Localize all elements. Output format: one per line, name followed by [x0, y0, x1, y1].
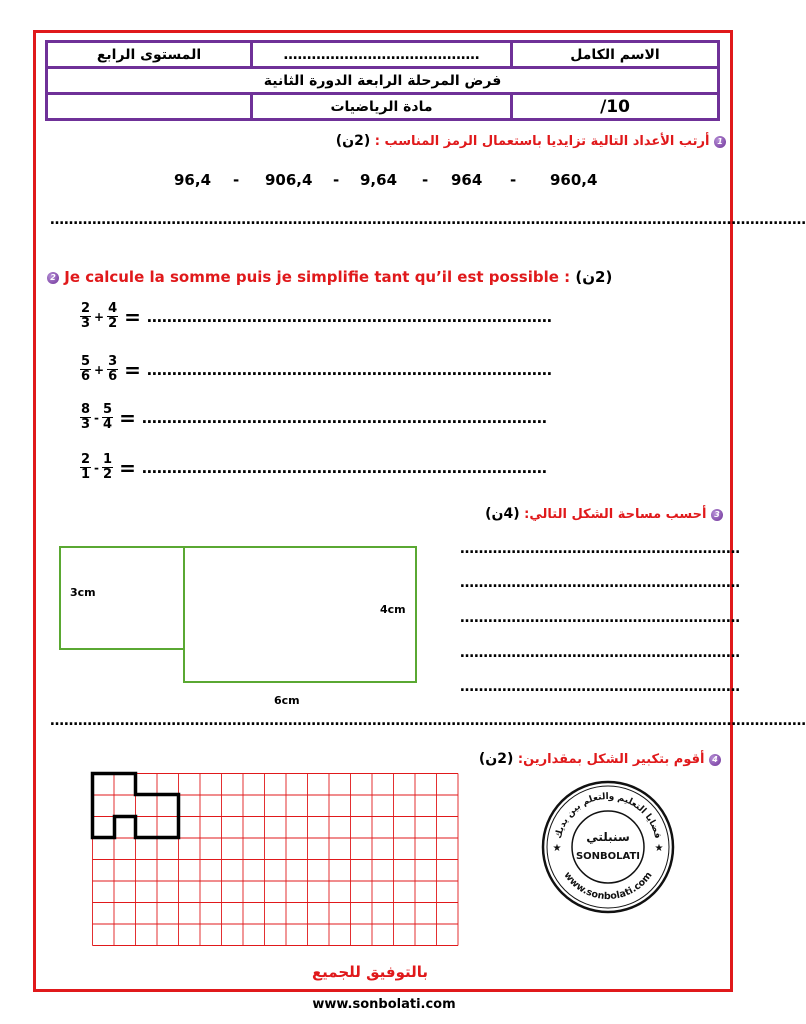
- q1-points: (2ن): [335, 133, 371, 149]
- name-label: الاسم الكامل: [570, 46, 660, 63]
- subject-cell: [252, 94, 512, 120]
- fraction-row: [80, 453, 612, 493]
- equals-sign: =: [124, 357, 141, 382]
- answer-line[interactable]: ………………………………………………………………………………………………………………………………………………: [50, 212, 806, 228]
- name-label-cell: [512, 42, 719, 68]
- operator: +: [94, 362, 105, 377]
- number-item: 960,4: [550, 171, 598, 189]
- answer-line[interactable]: ……………………………………………………: [460, 575, 740, 591]
- fraction-a: $\frac{2}{3}$: [81, 301, 91, 331]
- dimension-label-6cm: 6cm: [274, 694, 300, 707]
- number-item: 964: [451, 171, 483, 189]
- separator: -: [422, 171, 429, 189]
- answer-line[interactable]: ……………………………………………………: [460, 645, 740, 661]
- subject-label: مادة الرياضيات: [330, 98, 433, 115]
- equals-sign: =: [124, 304, 141, 329]
- q4-title: [479, 751, 721, 767]
- header-table: [45, 40, 720, 121]
- score-cell[interactable]: [512, 94, 719, 120]
- svg-text:سنبلتي: سنبلتي: [586, 830, 630, 844]
- separator: -: [333, 171, 340, 189]
- name-dots: ……………………………………: [283, 46, 480, 63]
- answer-dots[interactable]: ………………………………………………………………………: [146, 360, 552, 379]
- svg-text:★: ★: [552, 843, 562, 854]
- drawing-grid[interactable]: [90, 771, 456, 963]
- fraction-row: [80, 355, 622, 395]
- q1-text: أرتب الأعداد التالية تزايديا باستعمال الرمز المناسب :: [374, 134, 710, 149]
- score-label: /10: [600, 96, 630, 117]
- q1-numbers: [0, 171, 768, 191]
- footer-url[interactable]: www.sonbolati.com: [312, 997, 456, 1012]
- svg-text:www.sonbolati.com: www.sonbolati.com: [561, 869, 655, 903]
- answer-dots[interactable]: ………………………………………………………………………: [141, 408, 547, 427]
- name-blank-cell[interactable]: [252, 42, 512, 68]
- fraction-b: $\frac{1}{2}$: [103, 452, 113, 482]
- operator: -: [94, 410, 100, 425]
- empty-cell: [47, 94, 252, 120]
- q3-text: أحسب مساحة الشكل التالي:: [524, 507, 707, 522]
- svg-text:★: ★: [654, 843, 664, 854]
- fraction-row: [80, 403, 602, 443]
- q1-bullet-icon: 1: [714, 136, 726, 148]
- q4-bullet-icon: 4: [709, 754, 721, 766]
- dimension-label-4cm: 4cm: [380, 603, 406, 616]
- answer-dots[interactable]: ………………………………………………………………………: [146, 307, 552, 326]
- q3-title: [485, 506, 723, 522]
- q4-text: أقوم بتكبير الشكل بمقدارين:: [517, 752, 705, 767]
- svg-text:قضايا التعليم والتعلم بين يديك: قضايا التعليم والتعلم بين يديك: [553, 791, 663, 840]
- operator: +: [94, 309, 105, 324]
- answer-line[interactable]: ………………………………………………………………………………………………………………………………………………: [50, 713, 806, 729]
- svg-text:SONBOLATI: SONBOLATI: [575, 851, 641, 862]
- q1-title: [336, 133, 726, 149]
- area-figure: [50, 540, 430, 710]
- q3-bullet-icon: 3: [711, 509, 723, 521]
- equals-sign: =: [119, 455, 136, 480]
- test-title: فرض المرحلة الرابعة الدورة الثانية: [263, 72, 502, 89]
- answer-line[interactable]: ……………………………………………………: [460, 610, 740, 626]
- fraction-b: $\frac{5}{4}$: [103, 402, 113, 432]
- q3-points: (4ن): [485, 506, 520, 522]
- q2-bullet-icon: 2: [47, 272, 59, 284]
- answer-line[interactable]: ……………………………………………………: [460, 679, 740, 695]
- dimension-label-3cm: 3cm: [70, 586, 96, 599]
- level-cell: [47, 42, 252, 68]
- fraction-row: [80, 302, 617, 342]
- number-item: 906,4: [265, 171, 313, 189]
- q4-points: (2ن): [478, 751, 514, 767]
- operator: -: [94, 460, 100, 475]
- sonbolati-stamp-logo: [540, 779, 676, 915]
- q2-points: (2ن): [575, 268, 613, 286]
- number-item: 96,4: [174, 171, 212, 189]
- test-title-cell: [47, 68, 719, 94]
- answer-dots[interactable]: ………………………………………………………………………: [141, 458, 547, 477]
- separator: -: [510, 171, 517, 189]
- fraction-a: $\frac{8}{3}$: [81, 402, 91, 432]
- level-label: المستوى الرابع: [96, 46, 202, 63]
- closing-message: بالتوفيق للجميع: [311, 963, 429, 981]
- number-item: 9,64: [360, 171, 398, 189]
- q2-text: Je calcule la somme puis je simplifie tant qu’il est possible :: [64, 268, 571, 286]
- fraction-b: $\frac{3}{6}$: [108, 354, 118, 384]
- q2-title: [47, 268, 612, 286]
- fraction-a: $\frac{5}{6}$: [81, 354, 91, 384]
- separator: -: [233, 171, 240, 189]
- fraction-b: $\frac{4}{2}$: [108, 301, 118, 331]
- fraction-a: $\frac{2}{1}$: [81, 452, 91, 482]
- answer-line[interactable]: ……………………………………………………: [460, 541, 740, 557]
- equals-sign: =: [119, 405, 136, 430]
